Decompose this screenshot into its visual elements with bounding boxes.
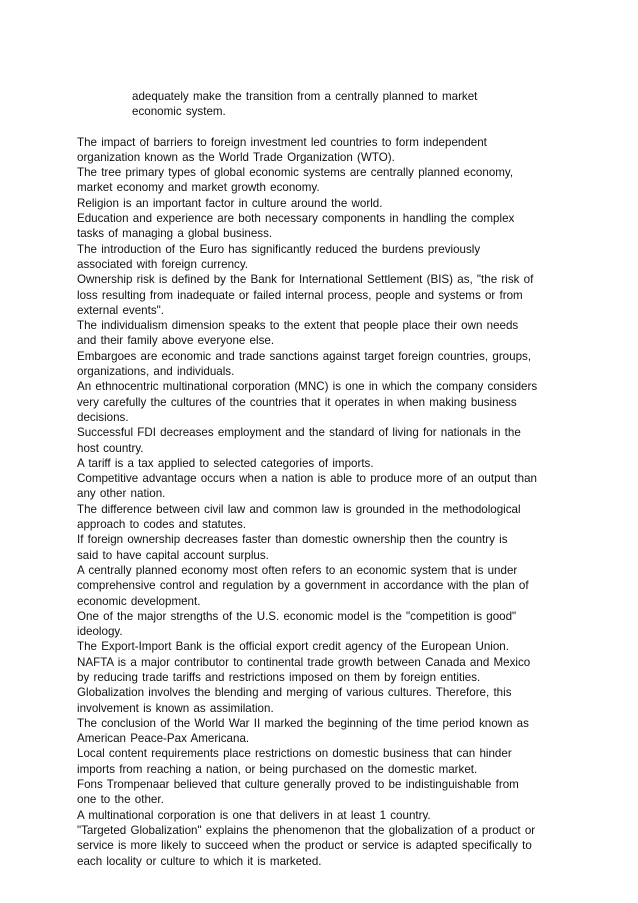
- statement-line: Local content requirements place restrictions on domestic business that can hinder: [77, 747, 512, 761]
- statement-line: The conclusion of the World War II marked the beginning of the time period known as: [77, 716, 529, 730]
- statement: [77, 655, 567, 686]
- statement: [77, 471, 567, 502]
- statement-line: Education and experience are both necessary components in handling the complex: [77, 212, 515, 226]
- statement-line: An ethnocentric multinational corporation (MNC) is one in which the company considers: [77, 380, 538, 394]
- statement-line: involvement is known as assimilation.: [77, 701, 274, 715]
- statement: [77, 823, 567, 869]
- statement-line: ideology.: [77, 625, 123, 639]
- continued-line: economic system.: [132, 105, 226, 119]
- statement-line: very carefully the cultures of the countries that it operates in when making business: [77, 395, 517, 409]
- statement-line: external events".: [77, 303, 164, 317]
- statement: [77, 272, 567, 318]
- statement-line: Globalization involves the blending and merging of various cultures. Therefore, this: [77, 686, 512, 700]
- statement-line: Religion is an important factor in culture around the world.: [77, 196, 383, 210]
- statement: [77, 532, 567, 563]
- statement: [77, 808, 567, 823]
- statement-line: Embargoes are economic and trade sanctions against target foreign countries, groups,: [77, 349, 532, 363]
- statement-line: said to have capital account surplus.: [77, 548, 269, 562]
- statement-line: loss resulting from inadequate or failed internal process, people and systems or from: [77, 288, 523, 302]
- statement: [77, 502, 567, 533]
- statement: [77, 609, 567, 640]
- statement-line: approach to codes and statutes.: [77, 518, 247, 532]
- statement-line: one to the other.: [77, 793, 164, 807]
- statement-line: economic development.: [77, 594, 201, 608]
- statement-line: Ownership risk is defined by the Bank for International Settlement (BIS) as, "the risk of: [77, 273, 534, 287]
- statement: [77, 563, 567, 609]
- statement-line: and their family above everyone else.: [77, 334, 275, 348]
- statement-line: decisions.: [77, 410, 129, 424]
- statement-line: The Export-Import Bank is the official export credit agency of the European Union.: [77, 640, 509, 654]
- statement-line: A tariff is a tax applied to selected categories of imports.: [77, 456, 374, 470]
- statement: [77, 456, 567, 471]
- statement: [77, 716, 567, 747]
- statement-line: market economy and market growth economy.: [77, 181, 320, 195]
- statement-line: each locality or culture to which it is marketed.: [77, 854, 322, 868]
- statement-line: A multinational corporation is one that delivers in at least 1 country.: [77, 808, 431, 822]
- statement-line: The tree primary types of global economic systems are centrally planned economy,: [77, 166, 514, 180]
- statement: [77, 349, 567, 380]
- statement-line: "Targeted Globalization" explains the phenomenon that the globalization of a product or: [77, 823, 536, 837]
- statement: [77, 165, 567, 196]
- statement-line: Successful FDI decreases employment and the standard of living for nationals in the: [77, 426, 521, 440]
- statement-line: tasks of managing a global business.: [77, 227, 273, 241]
- statement-line: The difference between civil law and common law is grounded in the methodological: [77, 502, 521, 516]
- statement-line: by reducing trade tariffs and restrictions imposed on them by foreign entities.: [77, 670, 481, 684]
- statement-line: comprehensive control and regulation by a government in accordance with the plan of: [77, 579, 529, 593]
- statement: [77, 639, 567, 654]
- statement: [77, 685, 567, 716]
- document-body: [77, 89, 567, 869]
- statement-line: American Peace-Pax Americana.: [77, 732, 250, 746]
- statement-line: The introduction of the Euro has significantly reduced the burdens previously: [77, 242, 481, 256]
- statement-line: any other nation.: [77, 487, 166, 501]
- statement: [77, 196, 567, 211]
- statement: [77, 211, 567, 242]
- statement-line: Competitive advantage occurs when a nation is able to produce more of an output than: [77, 472, 537, 486]
- statement-line: A centrally planned economy most often refers to an economic system that is under: [77, 563, 518, 577]
- continued-paragraph: [77, 89, 567, 120]
- statement-line: service is more likely to succeed when the product or service is adapted specifically to: [77, 839, 532, 853]
- statement: [77, 318, 567, 349]
- statement-line: The impact of barriers to foreign investment led countries to form independent: [77, 135, 487, 149]
- statement: [77, 379, 567, 425]
- continued-line: adequately make the transition from a centrally planned to market: [132, 90, 478, 103]
- statement-line: imports from reaching a nation, or being purchased on the domestic market.: [77, 762, 478, 776]
- statement-line: Fons Trompenaar believed that culture generally proved to be indistinguishable from: [77, 778, 519, 792]
- statement-line: If foreign ownership decreases faster than domestic ownership then the country is: [77, 533, 508, 547]
- statement: [77, 425, 567, 456]
- statement-line: associated with foreign currency.: [77, 257, 248, 271]
- statement: [77, 777, 567, 808]
- statement-line: organizations, and individuals.: [77, 365, 235, 379]
- statement-list: [77, 135, 567, 869]
- statement-line: host country.: [77, 441, 144, 455]
- statement: [77, 746, 567, 777]
- statement-line: The individualism dimension speaks to the extent that people place their own needs: [77, 319, 519, 333]
- statement-line: One of the major strengths of the U.S. economic model is the "competition is good": [77, 609, 517, 623]
- statement-line: organization known as the World Trade Organization (WTO).: [77, 150, 395, 164]
- statement-line: NAFTA is a major contributor to continental trade growth between Canada and Mexico: [77, 655, 531, 669]
- statement: [77, 242, 567, 273]
- statement: [77, 135, 567, 166]
